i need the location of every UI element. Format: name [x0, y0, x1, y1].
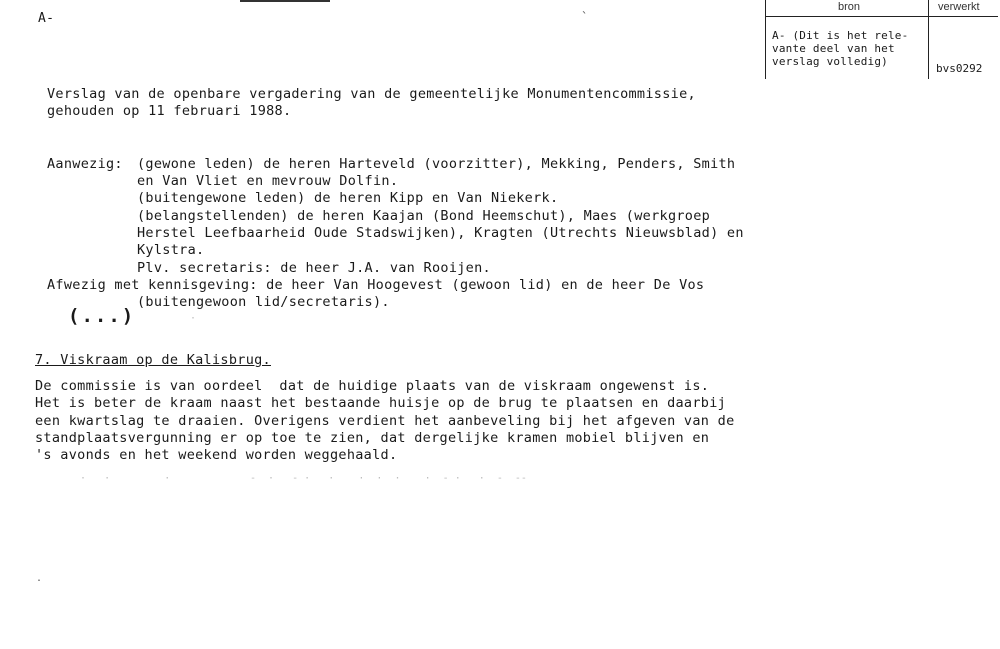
top-edge-rule: [240, 0, 330, 2]
absent-continuation-line: (buitengewoon lid/secretaris).: [137, 294, 390, 310]
document-title-line-1: Verslag van de openbare vergadering van de gemeentelijke Monumentencommissie,: [47, 86, 696, 102]
section-title: 7. Viskraam op de Kalisbrug.: [35, 352, 271, 368]
presence-label: Aanwezig:: [47, 156, 123, 172]
scan-speck: - · - · · · · · · - · · - --: [250, 473, 527, 484]
presence-line: Herstel Leefbaarheid Oude Stadswijken), Kragten (Utrechts Nieuwsblad) en: [137, 225, 744, 241]
archive-box-bron-label: bron: [838, 1, 861, 13]
page-mark: A-: [38, 11, 55, 26]
archive-box-note: [772, 29, 908, 68]
presence-line: en Van Vliet en mevrouw Dolfin.: [137, 173, 399, 189]
document-title-line-2: gehouden op 11 februari 1988.: [47, 103, 292, 119]
archive-note-line: verslag volledig): [772, 55, 888, 68]
scan-speck: · · ·: [80, 473, 171, 484]
paragraph-line: Het is beter de kraam naast het bestaande huisje op de brug te plaatsen en daarbij: [35, 395, 727, 411]
presence-line: (buitengewone leden) de heren Kipp en Van Niekerk.: [137, 190, 559, 206]
paragraph-line: een kwartslag te draaien. Overigens verdient het aanbeveling bij het afgeven van de: [35, 413, 735, 429]
archive-box-divider: [928, 0, 929, 79]
paragraph-line: standplaatsvergunning er op toe te zien, dat dergelijke kramen mobiel blijven en: [35, 430, 710, 446]
presence-line: (gewone leden) de heren Harteveld (voorzitter), Mekking, Penders, Smith: [137, 156, 736, 172]
presence-line: (belangstellenden) de heren Kaajan (Bond Heemschut), Maes (werkgroep: [137, 208, 711, 224]
archive-note-line: vante deel van het: [772, 42, 895, 55]
secretary-line: Plv. secretaris: de heer J.A. van Rooijen.: [137, 260, 491, 276]
absent-line: Afwezig met kennisgeving: de heer Van Hoogevest (gewoon lid) en de heer De Vos: [47, 277, 705, 293]
presence-line: Kylstra.: [137, 242, 205, 258]
stray-mark: .: [36, 573, 43, 584]
paragraph-line: De commissie is van oordeel dat de huidige plaats van de viskraam ongewenst is.: [35, 378, 710, 394]
archive-box: [765, 0, 998, 79]
archive-box-code: bvs0292: [936, 62, 983, 75]
tick-mark: `: [581, 10, 589, 24]
archive-note-line: A- (Dit is het rele-: [772, 29, 909, 42]
paragraph-line: 's avonds en het weekend worden weggehaald.: [35, 447, 398, 463]
scan-speck: ·: [190, 313, 197, 324]
omission-ellipsis: (...): [68, 305, 136, 327]
archive-box-verwerkt-label: verwerkt: [938, 1, 980, 13]
